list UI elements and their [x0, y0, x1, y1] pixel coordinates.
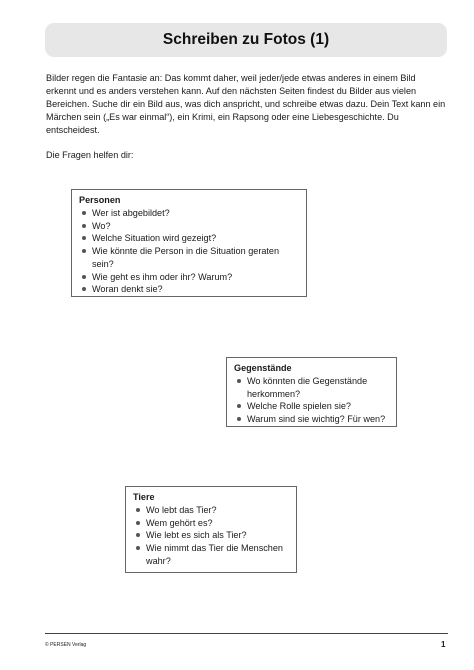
publisher-credit: © PERSEN Verlag: [45, 642, 87, 648]
questions-prompt: Die Fragen helfen dir:: [46, 150, 134, 160]
question-item: Welche Situation wird gezeigt?: [79, 232, 298, 245]
box-heading-gegenstaende: Gegenstände: [234, 363, 292, 373]
question-item: Woran denkt sie?: [79, 283, 298, 296]
title-bar: [45, 23, 447, 57]
question-box-gegenstaende: [226, 357, 397, 427]
question-list-tiere: [133, 504, 288, 568]
question-item: Wie geht es ihm oder ihr? Warum?: [79, 271, 298, 284]
question-item: Wo könnten die Gegenstände herkommen?: [234, 375, 388, 400]
intro-paragraph: Bilder regen die Fantasie an: Das kommt daher, weil jeder/jede etwas anderes in einem Bild erkennt und es anders verstehen kann. Auf den nächsten Seiten findest du Bilder aus vielen Bereichen. Suche dir ein Bild aus, was dich anspricht, und schreibe etwas dazu. Dein Text kann ein Märchen sein („Es war einmal“), ein Krimi, ein Rapsong oder eine Liebesgeschichte. Du entscheidest.: [46, 73, 446, 135]
question-item: Wie nimmt das Tier die Menschen wahr?: [133, 542, 288, 567]
question-list-personen: [79, 207, 298, 296]
box-heading-tiere: Tiere: [133, 492, 155, 502]
page-number: 1: [441, 640, 446, 649]
question-item: Welche Rolle spielen sie?: [234, 400, 388, 413]
question-box-personen: [71, 189, 307, 297]
question-item: Wem gehört es?: [133, 517, 288, 530]
footer-divider: [45, 633, 448, 634]
question-item: Wer ist abgebildet?: [79, 207, 298, 220]
box-heading-personen: Personen: [79, 195, 121, 205]
question-box-tiere: [125, 486, 297, 573]
question-item: Warum sind sie wichtig? Für wen?: [234, 413, 388, 426]
page-title: Schreiben zu Fotos (1): [162, 31, 330, 48]
question-item: Wo?: [79, 220, 298, 233]
question-item: Wie könnte die Person in die Situation geraten sein?: [79, 245, 298, 270]
question-item: Wie lebt es sich als Tier?: [133, 529, 288, 542]
question-list-gegenstaende: [234, 375, 388, 426]
question-item: Wo lebt das Tier?: [133, 504, 288, 517]
